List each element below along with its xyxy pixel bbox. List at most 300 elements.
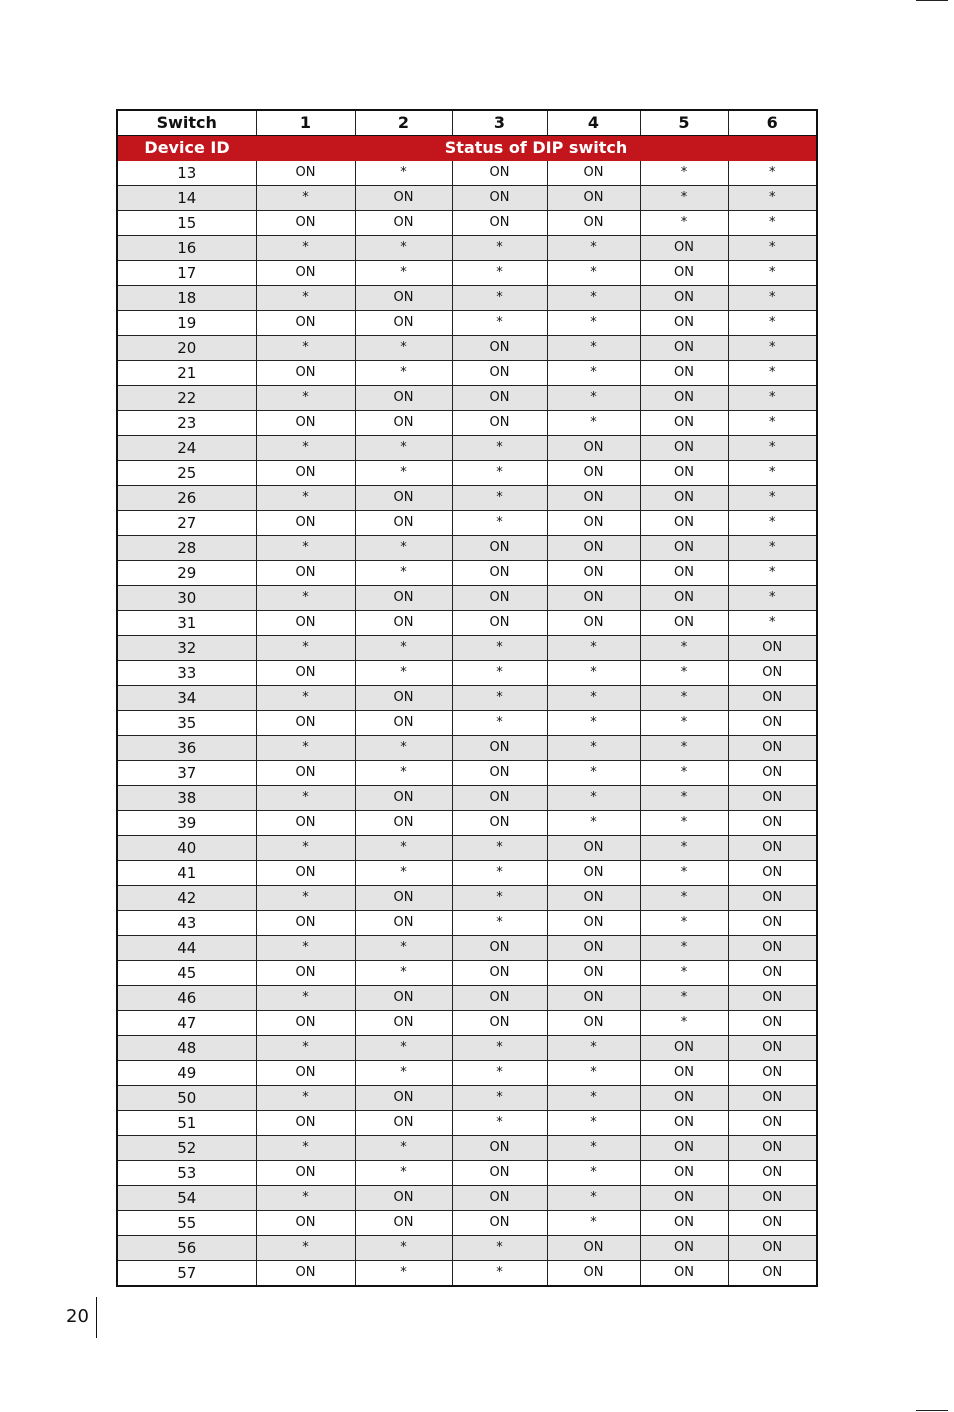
device-id-cell: 40	[117, 836, 256, 861]
switch-3-status-cell: ON	[452, 186, 547, 211]
switch-1-status-cell: ON	[256, 361, 355, 386]
table-row	[117, 236, 817, 261]
switch-2-status-cell: *	[355, 161, 452, 186]
switch-2-status-cell: *	[355, 961, 452, 986]
switch-4-status-cell: *	[547, 686, 640, 711]
switch-6-status-cell: *	[728, 411, 817, 436]
switch-3-status-cell: *	[452, 711, 547, 736]
switch-column-5: 5	[640, 110, 728, 136]
switch-1-status-cell: *	[256, 386, 355, 411]
table-row	[117, 486, 817, 511]
table-row	[117, 736, 817, 761]
switch-3-status-cell: ON	[452, 586, 547, 611]
device-id-cell: 29	[117, 561, 256, 586]
switch-6-status-cell: ON	[728, 886, 817, 911]
device-id-cell: 47	[117, 1011, 256, 1036]
switch-2-status-cell: ON	[355, 411, 452, 436]
switch-2-status-cell: *	[355, 1061, 452, 1086]
switch-2-status-cell: ON	[355, 986, 452, 1011]
device-id-cell: 19	[117, 311, 256, 336]
switch-5-status-cell: *	[640, 911, 728, 936]
table-row	[117, 561, 817, 586]
switch-5-status-cell: ON	[640, 511, 728, 536]
switch-6-status-cell: *	[728, 161, 817, 186]
device-id-cell: 35	[117, 711, 256, 736]
switch-5-status-cell: ON	[640, 311, 728, 336]
switch-1-status-cell: *	[256, 936, 355, 961]
switch-1-status-cell: *	[256, 436, 355, 461]
switch-6-status-cell: *	[728, 586, 817, 611]
device-id-cell: 39	[117, 811, 256, 836]
switch-4-status-cell: *	[547, 1036, 640, 1061]
switch-2-status-cell: ON	[355, 386, 452, 411]
switch-5-status-cell: ON	[640, 386, 728, 411]
dip-switch-table	[116, 109, 818, 1287]
device-id-cell: 55	[117, 1211, 256, 1236]
switch-4-status-cell: *	[547, 761, 640, 786]
device-id-cell: 20	[117, 336, 256, 361]
device-id-cell: 42	[117, 886, 256, 911]
switch-1-status-cell: ON	[256, 711, 355, 736]
switch-3-status-cell: ON	[452, 161, 547, 186]
switch-2-status-cell: ON	[355, 811, 452, 836]
switch-3-status-cell: ON	[452, 611, 547, 636]
switch-6-status-cell: ON	[728, 861, 817, 886]
switch-6-status-cell: ON	[728, 636, 817, 661]
switch-1-status-cell: ON	[256, 1111, 355, 1136]
table-row	[117, 936, 817, 961]
switch-5-status-cell: ON	[640, 1086, 728, 1111]
switch-3-status-cell: *	[452, 1236, 547, 1261]
switch-2-status-cell: *	[355, 636, 452, 661]
switch-2-status-cell: ON	[355, 586, 452, 611]
switch-5-status-cell: *	[640, 886, 728, 911]
switch-1-status-cell: ON	[256, 261, 355, 286]
switch-2-status-cell: *	[355, 261, 452, 286]
switch-5-status-cell: *	[640, 211, 728, 236]
table-row	[117, 861, 817, 886]
switch-4-status-cell: *	[547, 236, 640, 261]
device-id-cell: 23	[117, 411, 256, 436]
switch-6-status-cell: ON	[728, 1111, 817, 1136]
switch-6-status-cell: ON	[728, 1211, 817, 1236]
switch-1-status-cell: ON	[256, 311, 355, 336]
switch-6-status-cell: ON	[728, 1186, 817, 1211]
switch-5-status-cell: ON	[640, 436, 728, 461]
switch-5-status-cell: *	[640, 986, 728, 1011]
switch-3-status-cell: *	[452, 461, 547, 486]
device-id-cell: 56	[117, 1236, 256, 1261]
switch-4-status-cell: ON	[547, 836, 640, 861]
switch-column-1: 1	[256, 110, 355, 136]
switch-4-status-cell: *	[547, 1111, 640, 1136]
switch-3-status-cell: ON	[452, 736, 547, 761]
switch-2-status-cell: *	[355, 336, 452, 361]
switch-4-status-cell: *	[547, 411, 640, 436]
switch-3-status-cell: *	[452, 436, 547, 461]
switch-6-status-cell: ON	[728, 1086, 817, 1111]
switch-6-status-cell: ON	[728, 1261, 817, 1287]
device-id-cell: 43	[117, 911, 256, 936]
device-id-cell: 48	[117, 1036, 256, 1061]
switch-5-status-cell: ON	[640, 1186, 728, 1211]
switch-6-status-cell: ON	[728, 736, 817, 761]
switch-5-status-cell: *	[640, 836, 728, 861]
switch-5-status-cell: *	[640, 736, 728, 761]
switch-2-status-cell: ON	[355, 786, 452, 811]
device-id-cell: 57	[117, 1261, 256, 1287]
switch-2-status-cell: *	[355, 536, 452, 561]
switch-4-status-cell: *	[547, 1136, 640, 1161]
switch-1-status-cell: ON	[256, 1211, 355, 1236]
switch-6-status-cell: *	[728, 211, 817, 236]
switch-1-status-cell: ON	[256, 1161, 355, 1186]
table-row	[117, 1236, 817, 1261]
table-row	[117, 361, 817, 386]
switch-2-status-cell: *	[355, 461, 452, 486]
switch-3-status-cell: ON	[452, 761, 547, 786]
table-row	[117, 1086, 817, 1111]
switch-4-status-cell: ON	[547, 561, 640, 586]
switch-6-status-cell: ON	[728, 661, 817, 686]
switch-3-status-cell: *	[452, 861, 547, 886]
device-id-cell: 37	[117, 761, 256, 786]
table-body	[117, 161, 817, 1287]
switch-5-status-cell: ON	[640, 461, 728, 486]
switch-2-status-cell: *	[355, 361, 452, 386]
switch-6-status-cell: *	[728, 236, 817, 261]
table-header-row	[117, 110, 817, 136]
device-id-cell: 13	[117, 161, 256, 186]
table-row	[117, 1186, 817, 1211]
table-row	[117, 286, 817, 311]
switch-4-status-cell: *	[547, 336, 640, 361]
switch-6-status-cell: *	[728, 511, 817, 536]
switch-6-status-cell: ON	[728, 761, 817, 786]
switch-3-status-cell: *	[452, 1111, 547, 1136]
switch-1-status-cell: *	[256, 736, 355, 761]
device-id-cell: 45	[117, 961, 256, 986]
switch-5-status-cell: ON	[640, 1236, 728, 1261]
switch-5-status-cell: ON	[640, 236, 728, 261]
table-row	[117, 1011, 817, 1036]
switch-3-status-cell: *	[452, 511, 547, 536]
switch-4-status-cell: ON	[547, 1236, 640, 1261]
switch-6-status-cell: ON	[728, 1236, 817, 1261]
table-row	[117, 1111, 817, 1136]
switch-4-status-cell: ON	[547, 886, 640, 911]
switch-4-status-cell: *	[547, 1186, 640, 1211]
switch-3-status-cell: ON	[452, 1136, 547, 1161]
switch-5-status-cell: ON	[640, 1036, 728, 1061]
switch-5-status-cell: ON	[640, 1261, 728, 1287]
table-row	[117, 461, 817, 486]
switch-4-status-cell: *	[547, 386, 640, 411]
switch-1-status-cell: *	[256, 886, 355, 911]
switch-5-status-cell: ON	[640, 1061, 728, 1086]
switch-2-status-cell: *	[355, 436, 452, 461]
switch-2-status-cell: ON	[355, 711, 452, 736]
switch-4-status-cell: ON	[547, 936, 640, 961]
switch-5-status-cell: ON	[640, 1111, 728, 1136]
switch-4-status-cell: ON	[547, 586, 640, 611]
switch-5-status-cell: ON	[640, 1211, 728, 1236]
switch-4-status-cell: ON	[547, 986, 640, 1011]
switch-2-status-cell: ON	[355, 186, 452, 211]
device-id-cell: 34	[117, 686, 256, 711]
device-id-cell: 52	[117, 1136, 256, 1161]
switch-3-status-cell: *	[452, 1086, 547, 1111]
switch-4-status-cell: *	[547, 736, 640, 761]
table-row	[117, 411, 817, 436]
switch-4-status-cell: *	[547, 1061, 640, 1086]
table-row	[117, 1161, 817, 1186]
switch-5-status-cell: ON	[640, 536, 728, 561]
table-row	[117, 161, 817, 186]
switch-1-status-cell: ON	[256, 1011, 355, 1036]
device-id-cell: 26	[117, 486, 256, 511]
switch-5-status-cell: ON	[640, 1161, 728, 1186]
device-id-cell: 25	[117, 461, 256, 486]
switch-1-status-cell: ON	[256, 561, 355, 586]
device-id-cell: 46	[117, 986, 256, 1011]
switch-1-status-cell: ON	[256, 1061, 355, 1086]
switch-2-status-cell: *	[355, 1161, 452, 1186]
switch-4-status-cell: ON	[547, 911, 640, 936]
switch-5-status-cell: *	[640, 711, 728, 736]
device-id-cell: 33	[117, 661, 256, 686]
table-row	[117, 436, 817, 461]
table-row	[117, 1036, 817, 1061]
switch-4-status-cell: *	[547, 1086, 640, 1111]
switch-1-status-cell: *	[256, 236, 355, 261]
switch-2-status-cell: ON	[355, 1086, 452, 1111]
switch-5-status-cell: *	[640, 636, 728, 661]
switch-2-status-cell: *	[355, 236, 452, 261]
switch-1-status-cell: ON	[256, 1261, 355, 1287]
switch-4-status-cell: ON	[547, 1011, 640, 1036]
switch-6-status-cell: *	[728, 486, 817, 511]
switch-5-status-cell: *	[640, 936, 728, 961]
switch-2-status-cell: *	[355, 861, 452, 886]
switch-6-status-cell: *	[728, 261, 817, 286]
table-row	[117, 186, 817, 211]
device-id-cell: 24	[117, 436, 256, 461]
table-row	[117, 886, 817, 911]
device-id-cell: 18	[117, 286, 256, 311]
device-id-cell: 41	[117, 861, 256, 886]
switch-4-status-cell: *	[547, 811, 640, 836]
table-row	[117, 961, 817, 986]
switch-6-status-cell: *	[728, 436, 817, 461]
device-id-cell: 31	[117, 611, 256, 636]
device-id-cell: 36	[117, 736, 256, 761]
switch-2-status-cell: *	[355, 561, 452, 586]
table-row	[117, 761, 817, 786]
switch-5-status-cell: *	[640, 761, 728, 786]
switch-column-3: 3	[452, 110, 547, 136]
switch-1-status-cell: ON	[256, 411, 355, 436]
switch-4-status-cell: *	[547, 661, 640, 686]
switch-4-status-cell: ON	[547, 186, 640, 211]
table-row	[117, 661, 817, 686]
switch-2-status-cell: ON	[355, 211, 452, 236]
switch-2-status-cell: ON	[355, 611, 452, 636]
page-number: 20	[66, 1306, 89, 1327]
switch-1-status-cell: *	[256, 186, 355, 211]
table-row	[117, 711, 817, 736]
switch-5-status-cell: ON	[640, 361, 728, 386]
switch-2-status-cell: *	[355, 936, 452, 961]
switch-1-status-cell: *	[256, 336, 355, 361]
table-row	[117, 986, 817, 1011]
switch-3-status-cell: ON	[452, 986, 547, 1011]
switch-5-status-cell: ON	[640, 411, 728, 436]
switch-4-status-cell: *	[547, 711, 640, 736]
switch-1-status-cell: ON	[256, 611, 355, 636]
switch-3-status-cell: ON	[452, 336, 547, 361]
switch-5-status-cell: *	[640, 1011, 728, 1036]
table-row	[117, 311, 817, 336]
switch-5-status-cell: ON	[640, 486, 728, 511]
switch-6-status-cell: *	[728, 611, 817, 636]
switch-3-status-cell: ON	[452, 811, 547, 836]
switch-6-status-cell: ON	[728, 836, 817, 861]
table-row	[117, 786, 817, 811]
switch-2-status-cell: *	[355, 761, 452, 786]
switch-4-status-cell: ON	[547, 961, 640, 986]
switch-5-status-cell: ON	[640, 286, 728, 311]
switch-2-status-cell: ON	[355, 911, 452, 936]
switch-1-status-cell: ON	[256, 961, 355, 986]
switch-header: Switch	[117, 110, 256, 136]
switch-4-status-cell: ON	[547, 461, 640, 486]
switch-1-status-cell: *	[256, 486, 355, 511]
switch-2-status-cell: *	[355, 1136, 452, 1161]
switch-3-status-cell: ON	[452, 411, 547, 436]
switch-3-status-cell: *	[452, 236, 547, 261]
switch-4-status-cell: ON	[547, 161, 640, 186]
device-id-cell: 14	[117, 186, 256, 211]
switch-2-status-cell: ON	[355, 1186, 452, 1211]
switch-4-status-cell: *	[547, 261, 640, 286]
table-row	[117, 386, 817, 411]
switch-1-status-cell: *	[256, 1036, 355, 1061]
table-row	[117, 211, 817, 236]
switch-3-status-cell: *	[452, 286, 547, 311]
switch-3-status-cell: ON	[452, 1186, 547, 1211]
switch-6-status-cell: *	[728, 461, 817, 486]
table-row	[117, 511, 817, 536]
table-row	[117, 536, 817, 561]
table-row	[117, 686, 817, 711]
switch-5-status-cell: *	[640, 811, 728, 836]
switch-6-status-cell: *	[728, 336, 817, 361]
switch-4-status-cell: ON	[547, 436, 640, 461]
switch-6-status-cell: ON	[728, 1161, 817, 1186]
switch-5-status-cell: ON	[640, 1136, 728, 1161]
switch-column-6: 6	[728, 110, 817, 136]
switch-4-status-cell: *	[547, 286, 640, 311]
switch-6-status-cell: ON	[728, 986, 817, 1011]
switch-3-status-cell: *	[452, 661, 547, 686]
switch-1-status-cell: ON	[256, 211, 355, 236]
switch-3-status-cell: ON	[452, 786, 547, 811]
switch-3-status-cell: ON	[452, 1011, 547, 1036]
switch-5-status-cell: *	[640, 861, 728, 886]
switch-6-status-cell: *	[728, 361, 817, 386]
switch-1-status-cell: *	[256, 586, 355, 611]
switch-3-status-cell: ON	[452, 1211, 547, 1236]
switch-4-status-cell: ON	[547, 211, 640, 236]
switch-3-status-cell: *	[452, 486, 547, 511]
switch-1-status-cell: *	[256, 986, 355, 1011]
switch-5-status-cell: ON	[640, 336, 728, 361]
table-row	[117, 1061, 817, 1086]
table-subheader-row	[117, 136, 817, 161]
switch-4-status-cell: *	[547, 361, 640, 386]
switch-4-status-cell: ON	[547, 536, 640, 561]
switch-4-status-cell: *	[547, 1161, 640, 1186]
table-row	[117, 1136, 817, 1161]
switch-2-status-cell: ON	[355, 1111, 452, 1136]
table-row	[117, 586, 817, 611]
switch-1-status-cell: ON	[256, 861, 355, 886]
switch-1-status-cell: ON	[256, 161, 355, 186]
status-header: Status of DIP switch	[256, 136, 817, 161]
switch-1-status-cell: *	[256, 636, 355, 661]
switch-4-status-cell: *	[547, 1211, 640, 1236]
switch-6-status-cell: *	[728, 386, 817, 411]
table-row	[117, 811, 817, 836]
switch-3-status-cell: ON	[452, 386, 547, 411]
switch-5-status-cell: *	[640, 661, 728, 686]
switch-5-status-cell: ON	[640, 586, 728, 611]
switch-6-status-cell: *	[728, 286, 817, 311]
device-id-cell: 54	[117, 1186, 256, 1211]
switch-1-status-cell: ON	[256, 661, 355, 686]
switch-1-status-cell: *	[256, 786, 355, 811]
switch-2-status-cell: *	[355, 1236, 452, 1261]
switch-6-status-cell: *	[728, 186, 817, 211]
switch-6-status-cell: ON	[728, 911, 817, 936]
switch-2-status-cell: *	[355, 1261, 452, 1287]
switch-3-status-cell: ON	[452, 961, 547, 986]
device-id-cell: 16	[117, 236, 256, 261]
switch-3-status-cell: *	[452, 261, 547, 286]
switch-6-status-cell: ON	[728, 961, 817, 986]
switch-5-status-cell: *	[640, 961, 728, 986]
switch-3-status-cell: ON	[452, 936, 547, 961]
table-row	[117, 1261, 817, 1287]
switch-6-status-cell: *	[728, 536, 817, 561]
switch-5-status-cell: *	[640, 186, 728, 211]
switch-1-status-cell: *	[256, 1186, 355, 1211]
switch-4-status-cell: ON	[547, 861, 640, 886]
device-id-cell: 49	[117, 1061, 256, 1086]
switch-4-status-cell: *	[547, 786, 640, 811]
switch-5-status-cell: ON	[640, 261, 728, 286]
switch-2-status-cell: ON	[355, 886, 452, 911]
switch-5-status-cell: ON	[640, 611, 728, 636]
switch-1-status-cell: *	[256, 1086, 355, 1111]
device-id-cell: 53	[117, 1161, 256, 1186]
switch-3-status-cell: ON	[452, 1161, 547, 1186]
switch-4-status-cell: ON	[547, 511, 640, 536]
switch-2-status-cell: ON	[355, 1211, 452, 1236]
switch-4-status-cell: ON	[547, 486, 640, 511]
device-id-cell: 51	[117, 1111, 256, 1136]
